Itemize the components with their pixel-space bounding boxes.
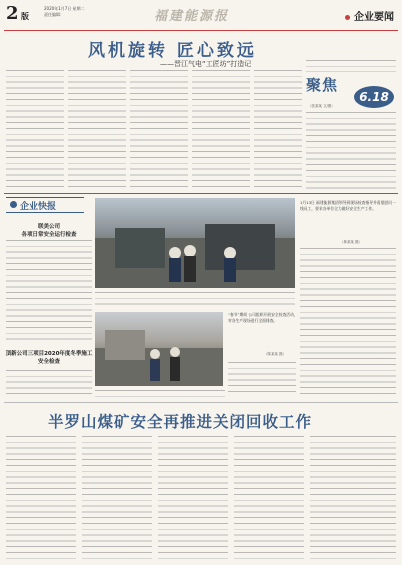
masthead-logo: 福建能源报: [154, 9, 230, 24]
main-story-col-1: [6, 436, 76, 560]
photo-1-extra-text: [95, 292, 295, 308]
header-meta: [44, 6, 85, 18]
news-flash-headline-c: 顶新公司三项目2020年度冬季施工安全检查: [5, 351, 93, 365]
news-photo-2: [95, 312, 223, 386]
page-unit: 版: [21, 12, 29, 21]
bottom-divider: [4, 402, 398, 403]
page-number: 2: [6, 3, 19, 24]
page-header: [4, 2, 398, 31]
photo-2-caption: “春节”期间 公司组织开展安全检查活动，对各生产现场进行全面排查。: [228, 312, 298, 323]
right-column-text: [300, 248, 396, 396]
news-flash-text-1: [6, 240, 92, 344]
photo-2-bottom-text: [95, 390, 225, 398]
lead-subheadline: ——晋江气电“工匠坊”打造记: [160, 60, 252, 68]
news-flash-icon: [10, 201, 17, 208]
main-story-col-5: [310, 436, 396, 560]
news-flash-text-2: [6, 370, 92, 398]
photo-1-caption: 1月13日 福建能源集团领导到现场检查指导并看望慰问一线员工，要求各单位全力做好安全生产工作。: [300, 200, 396, 211]
header-date-line: 2020年1月7日 星期二: [44, 6, 85, 11]
lead-text-col-5: [254, 70, 302, 190]
section-title: 企业要闻: [345, 8, 394, 23]
lead-text-col-3: [130, 70, 188, 190]
lead-text-col-2: [68, 70, 126, 190]
photo-2-extra-text: [228, 362, 296, 396]
main-story-headline: 半罗山煤矿安全再推进关闭回收工作: [48, 413, 313, 431]
lead-text-col-1: [6, 70, 64, 190]
focus-credit: （张某某 文/图）: [308, 104, 335, 108]
section-divider: [4, 193, 398, 194]
sidebar-focus-box: [306, 74, 392, 104]
photo-2-credit: （陈某某 摄）: [264, 352, 287, 356]
news-flash-label: 企业快报: [20, 202, 57, 212]
sidebar-focus-text: [306, 112, 396, 190]
news-flash-banner: [6, 197, 84, 213]
sidebar-text: [306, 60, 396, 72]
main-story-col-3: [158, 436, 228, 560]
focus-date-badge: 6.18: [354, 86, 394, 108]
main-story-col-2: [82, 436, 152, 560]
photo-2-scene: [95, 312, 223, 386]
photo-1-credit: （林某某 摄）: [340, 240, 363, 244]
lead-text-col-4: [192, 70, 250, 190]
main-story-col-4: [234, 436, 304, 560]
news-flash-headline-a: 联美公司: [37, 224, 60, 230]
lead-headline: 风机旋转 匠心致远: [88, 41, 257, 61]
header-editor-line: 责任编辑：: [44, 12, 64, 17]
focus-title: 聚焦: [306, 76, 339, 94]
photo-1-scene: [95, 198, 295, 288]
news-photo-1: [95, 198, 295, 288]
news-flash-headline-b: 各项日常安全运行检查: [21, 232, 77, 238]
